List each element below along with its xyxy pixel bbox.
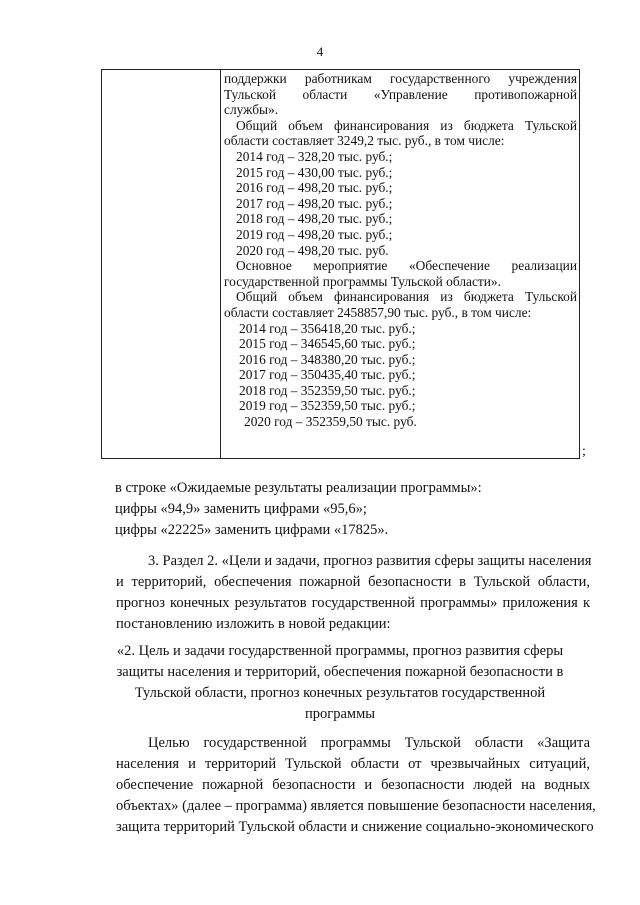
- funding-year-line: 2019 год – 352359,50 тыс. руб.;: [239, 398, 416, 414]
- replacement-line: цифры «94,9» заменить цифрами «95,6»;: [115, 501, 367, 517]
- table-line: Общий объем финансирования из бюджета Тульской: [236, 117, 577, 133]
- table-line: поддержки работникам государственного учреждения: [224, 71, 577, 86]
- section-3-paragraph: [116, 551, 590, 635]
- table-trailing-semicolon: ;: [582, 444, 586, 459]
- funding-year-line: 2014 год – 356418,20 тыс. руб.;: [239, 320, 416, 336]
- replacement-instructions: [115, 478, 482, 541]
- funding-year-line: 2016 год – 498,20 тыс. руб.;: [236, 180, 393, 196]
- table-line: государственной программы Тульской области».: [224, 273, 501, 289]
- funding-year-line: 2019 год – 498,20 тыс. руб.;: [236, 226, 393, 242]
- paragraph-line: Целью государственной программы Тульской области «Защита: [148, 735, 590, 751]
- table-line: области составляет 2458857,90 тыс. руб., в том числе:: [224, 304, 532, 320]
- paragraph-line: населения и территорий Тульской области от чрезвычайных ситуаций,: [116, 756, 590, 772]
- funding-year-line: 2018 год – 498,20 тыс. руб.;: [236, 211, 393, 227]
- funding-year-line: 2017 год – 350435,40 тыс. руб.;: [239, 367, 416, 383]
- paragraph-line: и территорий, обеспечения пожарной безопасности в Тульской области,: [116, 574, 590, 590]
- funding-year-line: 2015 год – 430,00 тыс. руб.;: [236, 164, 393, 180]
- replacement-line: цифры «22225» заменить цифрами «17825».: [115, 522, 389, 538]
- goal-paragraph: [116, 733, 596, 838]
- heading-line: защиты населения и территорий, обеспечения пожарной безопасности в: [116, 664, 564, 680]
- heading-line: программы: [305, 706, 375, 722]
- paragraph-line: защита территорий Тульской области и снижение социально-экономического: [116, 819, 594, 835]
- funding-year-line: 2016 год – 348380,20 тыс. руб.;: [239, 351, 416, 367]
- funding-year-line: 2018 год – 352359,50 тыс. руб.;: [239, 382, 416, 398]
- paragraph-line: постановлению изложить в новой редакции:: [116, 616, 391, 632]
- funding-year-line: 2020 год – 352359,50 тыс. руб.: [244, 414, 417, 430]
- table-line: Тульской области «Управление противопожарной: [224, 86, 577, 102]
- table-line: области составляет 3249,2 тыс. руб., в том числе:: [224, 133, 505, 149]
- paragraph-line: обеспечение пожарной безопасности и безопасности людей на водных: [116, 777, 590, 793]
- paragraph-line: объектах» (далее – программа) является повышение безопасности населения,: [116, 798, 596, 814]
- section-heading: [100, 641, 580, 725]
- heading-line: Тульской области, прогноз конечных результатов государственной: [134, 685, 546, 701]
- heading-line: «2. Цель и задачи государственной программы, прогноз развития сферы: [116, 643, 564, 659]
- table-line: Общий объем финансирования из бюджета Тульской: [236, 289, 577, 305]
- page-number: 4: [316, 44, 324, 59]
- table-right-cell: [224, 71, 577, 430]
- replacement-line: в строке «Ожидаемые результаты реализации программы»:: [115, 480, 482, 496]
- table-line: Основное мероприятие «Обеспечение реализации: [236, 258, 577, 274]
- table-column-divider: [220, 69, 221, 459]
- funding-year-line: 2014 год – 328,20 тыс. руб.;: [236, 148, 393, 164]
- paragraph-line: прогноз конечных результатов государственной программы» приложения к: [116, 595, 590, 611]
- paragraph-line: 3. Раздел 2. «Цели и задачи, прогноз развития сферы защиты населения: [148, 553, 592, 569]
- funding-year-line: 2015 год – 346545,60 тыс. руб.;: [239, 336, 416, 352]
- table-line: службы».: [224, 102, 279, 118]
- funding-year-line: 2017 год – 498,20 тыс. руб.;: [236, 195, 393, 211]
- funding-year-line: 2020 год – 498,20 тыс. руб.: [236, 242, 389, 258]
